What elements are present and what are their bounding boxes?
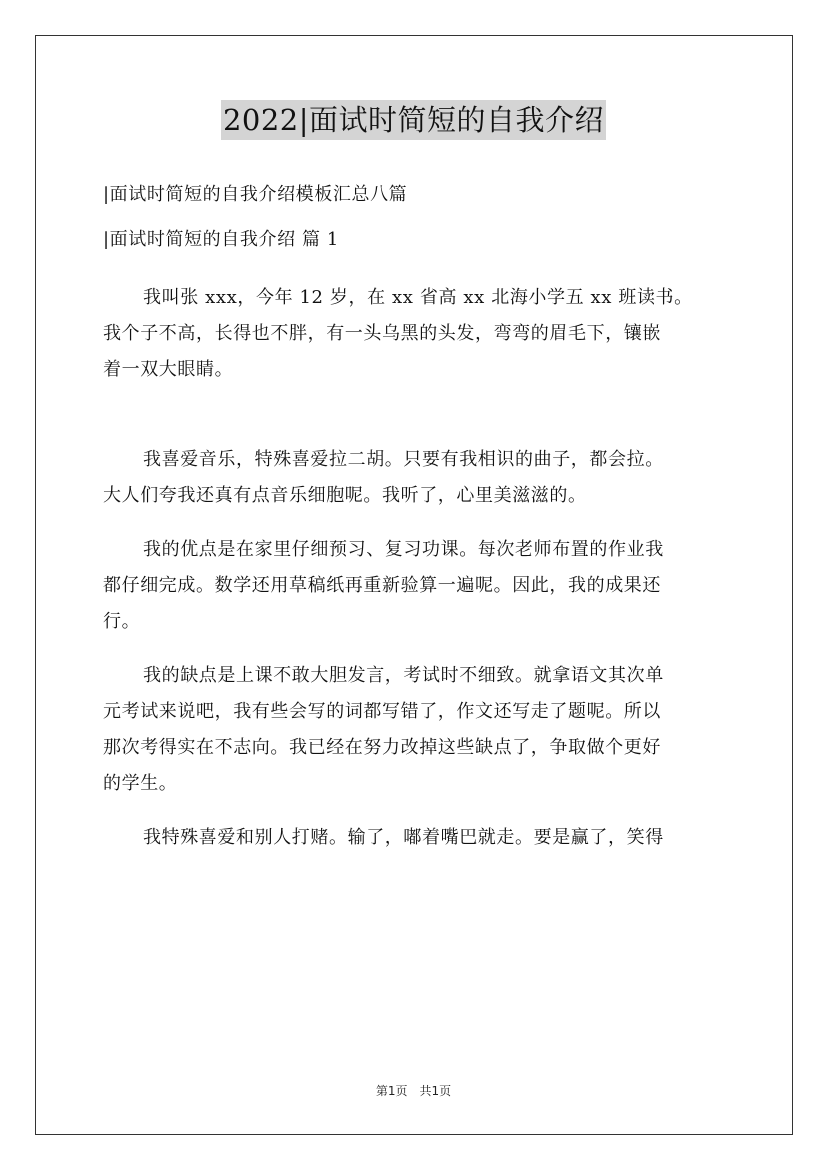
paragraph-5	[103, 820, 731, 856]
paragraph-2	[103, 442, 731, 514]
paragraph-line: 我特殊喜爱和别人打赌。输了，嘟着嘴巴就走。要是赢了，笑得	[143, 827, 664, 848]
paragraph-line: 元考试来说吧，我有些会写的词都写错了，作文还写走了题呢。所以	[103, 701, 661, 722]
page-number-footer: 第1页 共1页	[375, 1084, 452, 1098]
paragraph-line: 的学生。	[103, 773, 178, 794]
document-body	[103, 172, 731, 856]
paragraph-line: 我的缺点是上课不敢大胆发言，考试时不细致。就拿语文其次单	[143, 665, 664, 686]
paragraph-1	[103, 280, 731, 388]
paragraph-line: 我叫张 xxx，今年 12 岁，在 xx 省高 xx 北海小学五 xx 班读书。	[143, 287, 693, 308]
subtitle-line: |面试时简短的自我介绍模板汇总八篇	[103, 184, 408, 205]
paragraph-line: 都仔细完成。数学还用草稿纸再重新验算一遍呢。因此，我的成果还	[103, 575, 661, 596]
paragraph-4	[103, 658, 731, 802]
paragraph-line: 我喜爱音乐，特殊喜爱拉二胡。只要有我相识的曲子，都会拉。	[143, 449, 664, 470]
section-heading: |面试时简短的自我介绍 篇 1	[103, 229, 339, 250]
title-container	[0, 100, 827, 140]
paragraph-3	[103, 532, 731, 640]
paragraph-line: 我的优点是在家里仔细预习、复习功课。每次老师布置的作业我	[143, 539, 664, 560]
paragraph-line: 那次考得实在不志向。我已经在努力改掉这些缺点了，争取做个更好	[103, 737, 661, 758]
paragraph-line: 大人们夸我还真有点音乐细胞呢。我听了，心里美滋滋的。	[103, 485, 587, 506]
paragraph-line: 行。	[103, 611, 141, 632]
document-title: 2022|面试时简短的自我介绍	[221, 100, 606, 140]
paragraph-line: 我个子不高，长得也不胖，有一头乌黑的头发，弯弯的眉毛下，镶嵌	[103, 323, 661, 344]
paragraph-line: 着一双大眼睛。	[103, 359, 234, 380]
